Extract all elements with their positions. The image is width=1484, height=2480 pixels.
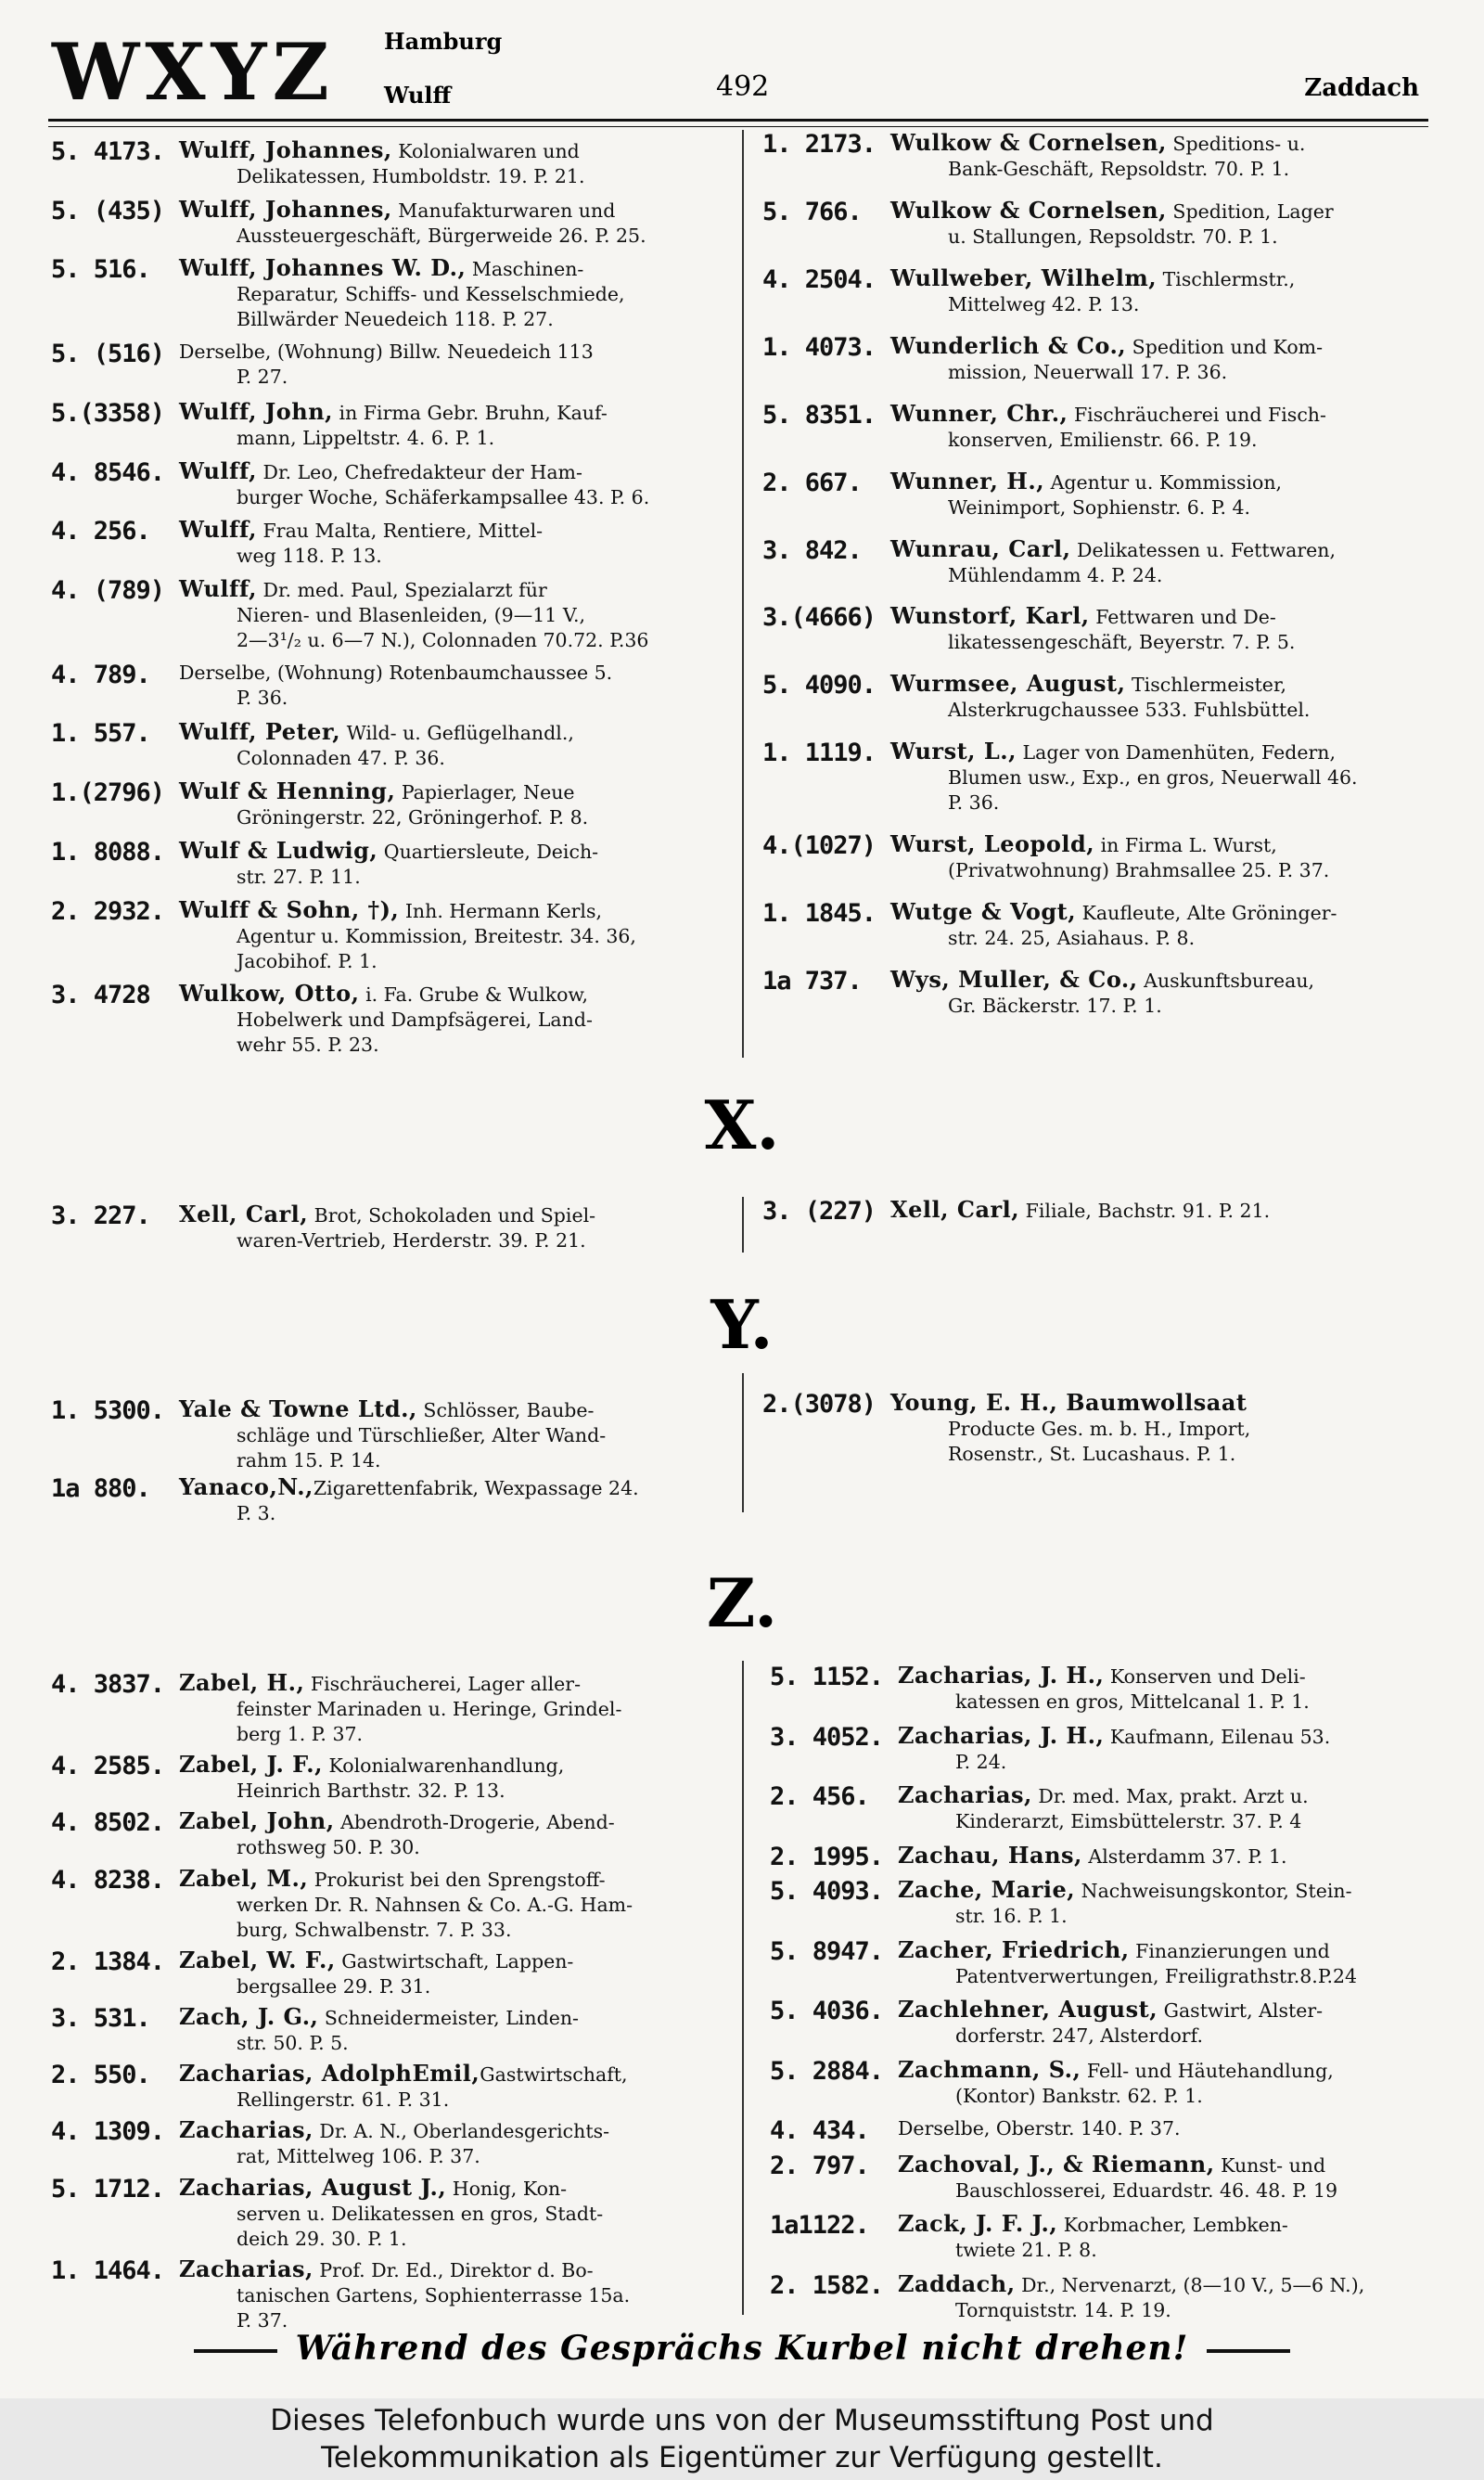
- listing-description: Dr., Nervenarzt, (8—10 V., 5—6 N.),: [1015, 2273, 1365, 2296]
- listing-detail-line: wehr 55. P. 23.: [237, 1034, 379, 1057]
- listing-description: Schlösser, Baube-: [416, 1399, 595, 1421]
- listing-name: Wulff,: [179, 575, 258, 602]
- header-letters: WXYZ: [52, 26, 335, 118]
- listing-name: Zacharias, J. H.,: [898, 1662, 1105, 1689]
- listing-description: Derselbe, Oberstr. 140. P. 37.: [898, 2117, 1181, 2139]
- listing-detail-line: Gr. Bäckerstr. 17. P. 1.: [948, 995, 1162, 1018]
- listing-text: [179, 1752, 731, 1804]
- phone-number: 2. 1384.: [51, 1947, 165, 1976]
- listing-detail-line: Rosenstr., St. Lucashaus. P. 1.: [948, 1443, 1236, 1465]
- listing-description: Lager von Damenhüten, Federn,: [1016, 741, 1336, 765]
- listing-description: Inh. Hermann Kerls,: [399, 899, 603, 922]
- listing-detail-line: u. Stallungen, Repsoldstr. 70. P. 1.: [948, 225, 1278, 248]
- listing-text: [179, 981, 731, 1058]
- phone-number: 5. 8947.: [770, 1936, 884, 1966]
- section-letter-z: Z.: [706, 1563, 778, 1642]
- listing-text: [898, 1877, 1450, 1929]
- phone-number: 5. 4093.: [770, 1877, 884, 1906]
- listing-detail-line: Nieren- und Blasenleiden, (9—11 V.,: [237, 604, 586, 626]
- listing-detail-line: Delikatessen, Humboldstr. 19. P. 21.: [237, 165, 585, 187]
- listing-text: [898, 2116, 1450, 2141]
- listing-detail-line: Agentur u. Kommission, Breitestr. 34. 36,: [237, 924, 636, 947]
- listing-name: Young, E. H., Baumwollsaat: [890, 1389, 1247, 1416]
- listing-name: Zachau, Hans,: [898, 1841, 1082, 1869]
- listing-name: Zachlehner, August,: [898, 1996, 1158, 2023]
- listing-detail-line: str. 27. P. 11.: [237, 865, 361, 888]
- listing-name: Zack, J. F. J.,: [898, 2210, 1058, 2237]
- listing-text: [179, 1866, 731, 1943]
- listing-name: Wulff, John,: [179, 397, 333, 425]
- listing-description: Dr. med. Paul, Spezialarzt für: [257, 579, 547, 601]
- listing-text: [179, 2004, 731, 2056]
- listing-text: [898, 2271, 1450, 2323]
- listing-text: [890, 899, 1442, 951]
- phone-number: 5. 516.: [51, 255, 150, 285]
- listing-text: [890, 671, 1442, 723]
- listing-text: [179, 2117, 731, 2169]
- listing-description: Brot, Schokoladen und Spiel-: [308, 1204, 596, 1227]
- listing-detail-line: Bank-Geschäft, Repsoldstr. 70. P. 1.: [948, 158, 1290, 180]
- header-city: Hamburg: [384, 28, 503, 55]
- listing-description: Delikatessen u. Fettwaren,: [1070, 538, 1336, 561]
- phone-number: 3. (227): [762, 1197, 876, 1226]
- listing-detail-line: P. 36.: [948, 791, 1000, 815]
- listing-detail-line: mission, Neuerwall 17. P. 36.: [948, 360, 1228, 383]
- listing-description: Konserven und Deli-: [1104, 1665, 1306, 1688]
- listing-text: [890, 831, 1442, 883]
- listing-detail-line: Alsterkrugchaussee 533. Fuhlsbüttel.: [948, 699, 1311, 722]
- listing-text: [179, 1670, 731, 1747]
- listing-name: Wulkow, Otto,: [179, 980, 360, 1008]
- listing-detail-line: Blumen usw., Exp., en gros, Neuerwall 46.: [948, 766, 1358, 790]
- listing-detail-line: dorferstr. 247, Alsterdorf.: [955, 2024, 1203, 2047]
- phone-number: 4. 434.: [770, 2116, 869, 2145]
- listing-description: Spedition und Kom-: [1126, 335, 1324, 358]
- listing-description: Abendroth-Drogerie, Abend-: [334, 1811, 615, 1834]
- listing-text: [179, 197, 731, 249]
- listing-description: Derselbe, (Wohnung) Rotenbaumchaussee 5.: [179, 661, 613, 684]
- header-from: Wulff: [384, 82, 452, 109]
- listing-text: [898, 1663, 1450, 1715]
- listing-name: Wulff,: [179, 516, 258, 544]
- listing-detail-line: (Privatwohnung) Brahmsallee 25. P. 37.: [948, 859, 1330, 882]
- listing-detail-line: deich 29. 30. P. 1.: [237, 2227, 407, 2250]
- listing-name: Wullweber, Wilhelm,: [890, 263, 1158, 291]
- listing-detail-line: tanischen Gartens, Sophienterrasse 15a.: [237, 2283, 631, 2307]
- listing-name: Wurst, Leopold,: [890, 830, 1095, 858]
- listing-detail-line: rothsweg 50. P. 30.: [237, 1836, 420, 1859]
- phone-number: 1a1122.: [770, 2211, 869, 2240]
- phone-number: 4. 8546.: [51, 457, 165, 487]
- listing-description: in Firma L. Wurst,: [1094, 834, 1277, 857]
- listing-name: Zacharias, AdolphEmil,: [179, 2060, 480, 2088]
- listing-description: Fischräucherei und Fisch-: [1068, 403, 1326, 426]
- listing-text: [179, 2256, 731, 2333]
- listing-detail-line: Producte Ges. m. b. H., Import,: [948, 1418, 1251, 1440]
- phone-number: 3.(4666): [762, 603, 876, 633]
- phone-number: 1. 4073.: [762, 332, 876, 362]
- listing-description: Fettwaren und De-: [1089, 606, 1276, 629]
- listing-text: [179, 399, 731, 451]
- listing-detail-line: konserven, Emilienstr. 66. P. 19.: [948, 428, 1258, 451]
- listing-description: Manufakturwaren und: [391, 199, 616, 222]
- phone-number: 4. 1309.: [51, 2117, 165, 2147]
- listing-description: Fischräucherei, Lager aller-: [304, 1673, 582, 1695]
- listing-description: Tischlermstr.,: [1157, 267, 1296, 290]
- listing-description: Dr. med. Max, prakt. Arzt u.: [1031, 1785, 1309, 1807]
- listing-description: in Firma Gebr. Bruhn, Kauf-: [333, 401, 608, 424]
- listing-description: Finanzierungen und: [1129, 1939, 1330, 1962]
- listing-description: Papierlager, Neue: [395, 781, 575, 804]
- phone-number: 5. 4036.: [770, 1997, 884, 2025]
- dash-left: [194, 2349, 277, 2353]
- listing-description: Korbmacher, Lembken-: [1057, 2214, 1288, 2236]
- listing-name: Wulf & Henning,: [179, 777, 396, 805]
- phone-number: 2. 2932.: [51, 896, 165, 926]
- section-letter-x: X.: [704, 1086, 780, 1164]
- page-number: 492: [716, 71, 770, 103]
- phone-number: 5. 1712.: [51, 2174, 165, 2204]
- listing-detail-line: bergsallee 29. P. 31.: [237, 1974, 431, 1998]
- listing-detail-line: twiete 21. P. 8.: [955, 2239, 1097, 2261]
- listing-name: Wys, Muller, & Co.,: [890, 966, 1138, 994]
- listing-name: Xell, Carl,: [179, 1201, 309, 1227]
- phone-number: 2. 1582.: [770, 2270, 884, 2300]
- listing-detail-line: katessen en gros, Mittelcanal 1. P. 1.: [955, 1690, 1310, 1713]
- listing-name: Zacharias,: [898, 1781, 1032, 1808]
- listing-name: Wurst, L.,: [890, 738, 1017, 765]
- listing-detail-line: P. 3.: [237, 1501, 276, 1524]
- listing-description: Fell- und Häutehandlung,: [1081, 2059, 1334, 2082]
- listing-description: Wild- u. Geflügelhandl.,: [340, 722, 574, 745]
- listing-detail-line: Rellingerstr. 61. P. 31.: [237, 2088, 450, 2112]
- listing-description: Tischlermeister,: [1125, 674, 1287, 697]
- header-rule: [48, 119, 1428, 122]
- listing-detail-line: likatessengeschäft, Beyerstr. 7. P. 5.: [948, 631, 1296, 654]
- listing-detail-line: weg 118. P. 13.: [237, 545, 382, 568]
- listing-detail-line: waren-Vertrieb, Herderstr. 39. P. 21.: [237, 1229, 586, 1252]
- listing-name: Wulf & Ludwig,: [179, 836, 378, 864]
- phone-number: 4. 3837.: [51, 1670, 165, 1699]
- listing-description: Auskunftsbureau,: [1137, 970, 1315, 993]
- column-divider: [742, 130, 744, 1058]
- phone-number: 5. 8351.: [762, 400, 876, 430]
- warning-text: Während des Gesprächs Kurbel nicht drehen!: [295, 2329, 1189, 2368]
- phone-number: 1. 557.: [51, 719, 150, 749]
- listing-detail-line: Tornquiststr. 14. P. 19.: [955, 2298, 1171, 2321]
- listing-detail-line: P. 24.: [955, 1750, 1007, 1773]
- listing-description: Dr. A. N., Oberlandesgerichts-: [313, 2120, 610, 2143]
- listing-detail-line: str. 24. 25, Asiahaus. P. 8.: [948, 927, 1196, 950]
- listing-description: Nachweisungskontor, Stein-: [1075, 1880, 1352, 1902]
- listing-name: Wulff, Johannes,: [179, 136, 392, 163]
- listing-text: [890, 1390, 1442, 1467]
- listing-name: Wulff,: [179, 456, 258, 484]
- header-rule-thin: [48, 126, 1428, 127]
- listing-description: Prokurist bei den Sprengstoff-: [308, 1868, 606, 1891]
- listing-description: Speditions- u.: [1166, 133, 1306, 155]
- listing-text: [179, 1947, 731, 1999]
- listing-name: Zachoval, J., & Riemann,: [898, 2150, 1215, 2178]
- listing-text: [179, 458, 731, 510]
- listing-description: Prof. Dr. Ed., Direktor d. Bo-: [313, 2258, 594, 2281]
- listing-text: [890, 739, 1442, 816]
- phone-number: 1a 880.: [51, 1473, 150, 1503]
- phone-number: 1. 1464.: [51, 2255, 165, 2285]
- listing-text: [898, 2057, 1450, 2109]
- listing-detail-line: Aussteuergeschäft, Bürgerweide 26. P. 25.: [237, 224, 646, 247]
- listing-description: Kunst- und: [1214, 2153, 1326, 2177]
- listing-text: [898, 1937, 1450, 1989]
- listing-name: Zacher, Friedrich,: [898, 1935, 1130, 1963]
- listing-detail-line: serven u. Delikatessen en gros, Stadt-: [237, 2202, 604, 2225]
- listing-text: [890, 536, 1442, 588]
- dash-right: [1207, 2349, 1290, 2353]
- listing-description: Kaufleute, Alte Gröninger-: [1076, 902, 1337, 925]
- listing-detail-line: Weinimport, Sophienstr. 6. P. 4.: [948, 495, 1251, 519]
- phone-number: 1a 737.: [762, 967, 862, 996]
- phone-number: 2. 667.: [762, 468, 862, 497]
- listing-detail-line: mann, Lippeltstr. 4. 6. P. 1.: [237, 426, 495, 449]
- listing-text: [890, 603, 1442, 655]
- phone-number: 4. 8502.: [51, 1808, 165, 1838]
- listing-description: Kolonialwarenhandlung,: [323, 1754, 565, 1778]
- listing-description: Gastwirt, Alster-: [1158, 1999, 1324, 2022]
- listing-detail-line: Heinrich Barthstr. 32. P. 13.: [237, 1780, 505, 1803]
- listing-name: Zach, J. G.,: [179, 2003, 319, 2030]
- phone-number: 5. (435): [51, 196, 165, 225]
- listing-detail-line: Reparatur, Schiffs- und Kesselschmiede,: [237, 283, 625, 306]
- listing-detail-line: berg 1. P. 37.: [237, 1723, 364, 1745]
- listing-detail-line: Bauschlosserei, Eduardstr. 46. 48. P. 19: [955, 2178, 1338, 2202]
- listing-detail-line: werken Dr. R. Nahnsen & Co. A.-G. Ham-: [237, 1893, 633, 1916]
- listing-description: i. Fa. Grube & Wulkow,: [359, 983, 589, 1007]
- phone-number: 5. 2884.: [770, 2056, 884, 2086]
- listing-text: [898, 2152, 1450, 2204]
- phone-number: 3. 4052.: [770, 1722, 884, 1752]
- phone-number: 1. 5300.: [51, 1396, 165, 1425]
- phone-number: 3. 842.: [762, 535, 862, 565]
- phone-number: 4. 2504.: [762, 264, 876, 294]
- listing-text: [179, 838, 731, 890]
- listing-name: Wulff & Sohn, †),: [179, 895, 400, 923]
- listing-description: Schneidermeister, Linden-: [318, 2007, 579, 2029]
- listing-text: [890, 401, 1442, 453]
- listing-detail-line: Jacobihof. P. 1.: [237, 949, 377, 972]
- listing-name: Zacharias, August J.,: [179, 2173, 447, 2201]
- listing-detail-line: Colonnaden 47. P. 36.: [237, 747, 445, 770]
- listing-name: Zacharias,: [179, 2255, 313, 2282]
- listing-detail-line: burg, Schwalbenstr. 7. P. 33.: [237, 1918, 512, 1941]
- listing-name: Wurmsee, August,: [890, 670, 1126, 698]
- listing-detail-line: P. 37.: [237, 2308, 288, 2332]
- listing-detail-line: Mittelweg 42. P. 13.: [948, 292, 1140, 315]
- listing-text: [179, 340, 731, 390]
- listing-detail-line: (Kontor) Bankstr. 62. P. 1.: [955, 2084, 1203, 2107]
- listing-text: [179, 719, 731, 771]
- listing-detail-line: burger Woche, Schäferkampsallee 43. P. 6.: [237, 485, 650, 508]
- listing-name: Wutge & Vogt,: [890, 898, 1077, 926]
- listing-name: Zabel, M.,: [179, 1864, 309, 1892]
- listing-text: [890, 265, 1442, 317]
- listing-text: [898, 1782, 1450, 1834]
- phone-number: 5. 4173.: [51, 137, 165, 166]
- listing-name: Yanaco,N.,: [179, 1472, 313, 1500]
- listing-name: Zabel, J. F.,: [179, 1751, 323, 1779]
- listing-name: Zabel, John,: [179, 1807, 335, 1835]
- phone-number: 5. 4090.: [762, 671, 876, 700]
- listing-description: Spedition, Lager: [1166, 199, 1334, 223]
- listing-text: [179, 1201, 731, 1253]
- listing-detail-line: P. 36.: [237, 686, 288, 709]
- listing-name: Zacharias, J. H.,: [898, 1721, 1105, 1749]
- listing-text: [890, 130, 1442, 182]
- listing-text: [179, 1474, 731, 1526]
- phone-number: 1. 2173.: [762, 130, 876, 159]
- listing-text: [179, 255, 731, 332]
- listing-description: Gastwirtschaft, Lappen-: [335, 1949, 574, 1972]
- listing-text: [890, 1197, 1442, 1224]
- column-divider: [742, 1661, 744, 2315]
- listing-name: Zaddach,: [898, 2269, 1016, 2297]
- listing-detail-line: Patentverwertungen, Freiligrathstr.8.P.24: [955, 1964, 1358, 1987]
- listing-text: [898, 2211, 1450, 2263]
- phone-number: 2.(3078): [762, 1390, 876, 1419]
- phone-number: 4. (789): [51, 576, 165, 605]
- header-to: Zaddach: [1304, 74, 1419, 102]
- footer-line-2: Telekommunikation als Eigentümer zur Verfügung gestellt.: [321, 2441, 1163, 2474]
- phone-number: 2. 1995.: [770, 1842, 884, 1871]
- listing-description: Gastwirtschaft,: [480, 2063, 628, 2087]
- listing-description: Alsterdamm 37. P. 1.: [1081, 1844, 1287, 1868]
- footer-line-1: Dieses Telefonbuch wurde uns von der Museumsstiftung Post und: [270, 2404, 1214, 2437]
- phone-number: 4.(1027): [762, 831, 876, 861]
- listing-description: Honig, Kon-: [446, 2177, 568, 2200]
- listing-name: Zabel, H.,: [179, 1669, 305, 1696]
- section-letter-y: Y.: [710, 1285, 774, 1364]
- phone-number: 5.(3358): [51, 398, 165, 428]
- listing-text: [898, 1843, 1450, 1870]
- listing-text: [179, 137, 731, 189]
- phone-number: 4. 8238.: [51, 1865, 165, 1895]
- listing-detail-line: Billwärder Neuedeich 118. P. 27.: [237, 308, 554, 331]
- listing-text: [890, 967, 1442, 1019]
- phone-number: 1.(2796): [51, 778, 165, 808]
- listing-name: Wulkow & Cornelsen,: [890, 129, 1167, 156]
- listing-detail-line: str. 16. P. 1.: [955, 1905, 1068, 1927]
- phone-number: 3. 4728: [51, 981, 150, 1010]
- listing-description: Filiale, Bachstr. 91. P. 21.: [1019, 1200, 1271, 1222]
- listing-text: [890, 469, 1442, 520]
- listing-detail-line: P. 27.: [237, 366, 288, 389]
- phone-number: 1. 1845.: [762, 899, 876, 929]
- listing-text: [179, 778, 731, 830]
- listing-detail-line: Kinderarzt, Eimsbüttelerstr. 37. P. 4: [955, 1810, 1302, 1832]
- column-divider: [742, 1373, 744, 1512]
- listing-description: Kolonialwaren und: [391, 140, 580, 162]
- phone-number: 5. 766.: [762, 197, 862, 226]
- footer-notice: [0, 2398, 1484, 2480]
- phone-number: 2. 797.: [770, 2151, 869, 2180]
- listing-detail-line: 2—3¹/₂ u. 6—7 N.), Colonnaden 70.72. P.36: [237, 629, 649, 651]
- listing-detail-line: str. 50. P. 5.: [237, 2032, 349, 2054]
- phone-number: 4. 2585.: [51, 1752, 165, 1781]
- phone-number: 5. (516): [51, 340, 165, 369]
- phone-number: 2. 456.: [770, 1782, 869, 1811]
- listing-detail-line: feinster Marinaden u. Heringe, Grindel-: [237, 1698, 622, 1720]
- listing-name: Wunstorf, Karl,: [890, 602, 1090, 630]
- listing-name: Wulff, Johannes W. D.,: [179, 254, 467, 282]
- listing-name: Wunderlich & Co.,: [890, 331, 1127, 359]
- listing-name: Zachmann, S.,: [898, 2055, 1081, 2083]
- listing-name: Zacharias,: [179, 2116, 313, 2144]
- listing-text: [179, 1396, 731, 1473]
- phone-number: 1. 1119.: [762, 739, 876, 768]
- listing-description: Dr. Leo, Chefredakteur der Ham-: [257, 460, 582, 483]
- phone-number: 4. 256.: [51, 517, 150, 546]
- listing-text: [898, 1723, 1450, 1775]
- listing-text: [179, 576, 731, 653]
- phone-number: 2. 550.: [51, 2061, 150, 2090]
- phone-number: 3. 227.: [51, 1201, 150, 1230]
- listing-detail-line: Gröningerstr. 22, Gröningerhof. P. 8.: [237, 806, 589, 829]
- listing-name: Wulff, Peter,: [179, 718, 341, 746]
- listing-detail-line: Mühlendamm 4. P. 24.: [948, 563, 1163, 586]
- listing-text: [890, 198, 1442, 250]
- listing-text: [179, 1808, 731, 1860]
- listing-description: Maschinen-: [466, 258, 584, 281]
- listing-name: Wunner, H.,: [890, 467, 1045, 495]
- listing-name: Wulkow & Cornelsen,: [890, 196, 1167, 224]
- listing-name: Wunrau, Carl,: [890, 534, 1071, 562]
- listing-text: [179, 2175, 731, 2252]
- page-header: [48, 17, 1428, 119]
- phone-number: 4. 789.: [51, 660, 150, 689]
- listing-name: Yale & Towne Ltd.,: [179, 1395, 417, 1422]
- listing-name: Zabel, W. F.,: [179, 1946, 336, 1973]
- listing-description: Quartiersleute, Deich-: [377, 840, 599, 863]
- listing-description: Zigarettenfabrik, Wexpassage 24.: [313, 1476, 639, 1499]
- listing-description: Frau Malta, Rentiere, Mittel-: [257, 520, 544, 543]
- warning-line: [139, 2329, 1345, 2368]
- listing-detail-line: rat, Mittelweg 106. P. 37.: [237, 2145, 480, 2168]
- listing-name: Zache, Marie,: [898, 1876, 1076, 1903]
- listing-description: Agentur u. Kommission,: [1044, 470, 1283, 494]
- column-divider: [742, 1197, 744, 1253]
- listing-text: [179, 661, 731, 711]
- listing-description: Kaufmann, Eilenau 53.: [1104, 1725, 1331, 1748]
- phone-number: 5. 1152.: [770, 1663, 884, 1691]
- listing-description: Derselbe, (Wohnung) Billw. Neuedeich 113: [179, 341, 594, 364]
- listing-detail-line: rahm 15. P. 14.: [237, 1449, 381, 1471]
- listing-text: [179, 2061, 731, 2113]
- listing-name: Wulff, Johannes,: [179, 195, 392, 223]
- listing-text: [890, 333, 1442, 385]
- listing-detail-line: Hobelwerk und Dampfsägerei, Land-: [237, 1009, 593, 1032]
- listing-text: [179, 897, 731, 974]
- listing-text: [898, 1997, 1450, 2049]
- phone-number: 3. 531.: [51, 2004, 150, 2033]
- listing-name: Wunner, Chr.,: [890, 399, 1068, 427]
- listing-text: [179, 517, 731, 569]
- phone-number: 1. 8088.: [51, 837, 165, 867]
- listing-detail-line: schläge und Türschließer, Alter Wand-: [237, 1424, 607, 1446]
- listing-name: Xell, Carl,: [890, 1196, 1020, 1223]
